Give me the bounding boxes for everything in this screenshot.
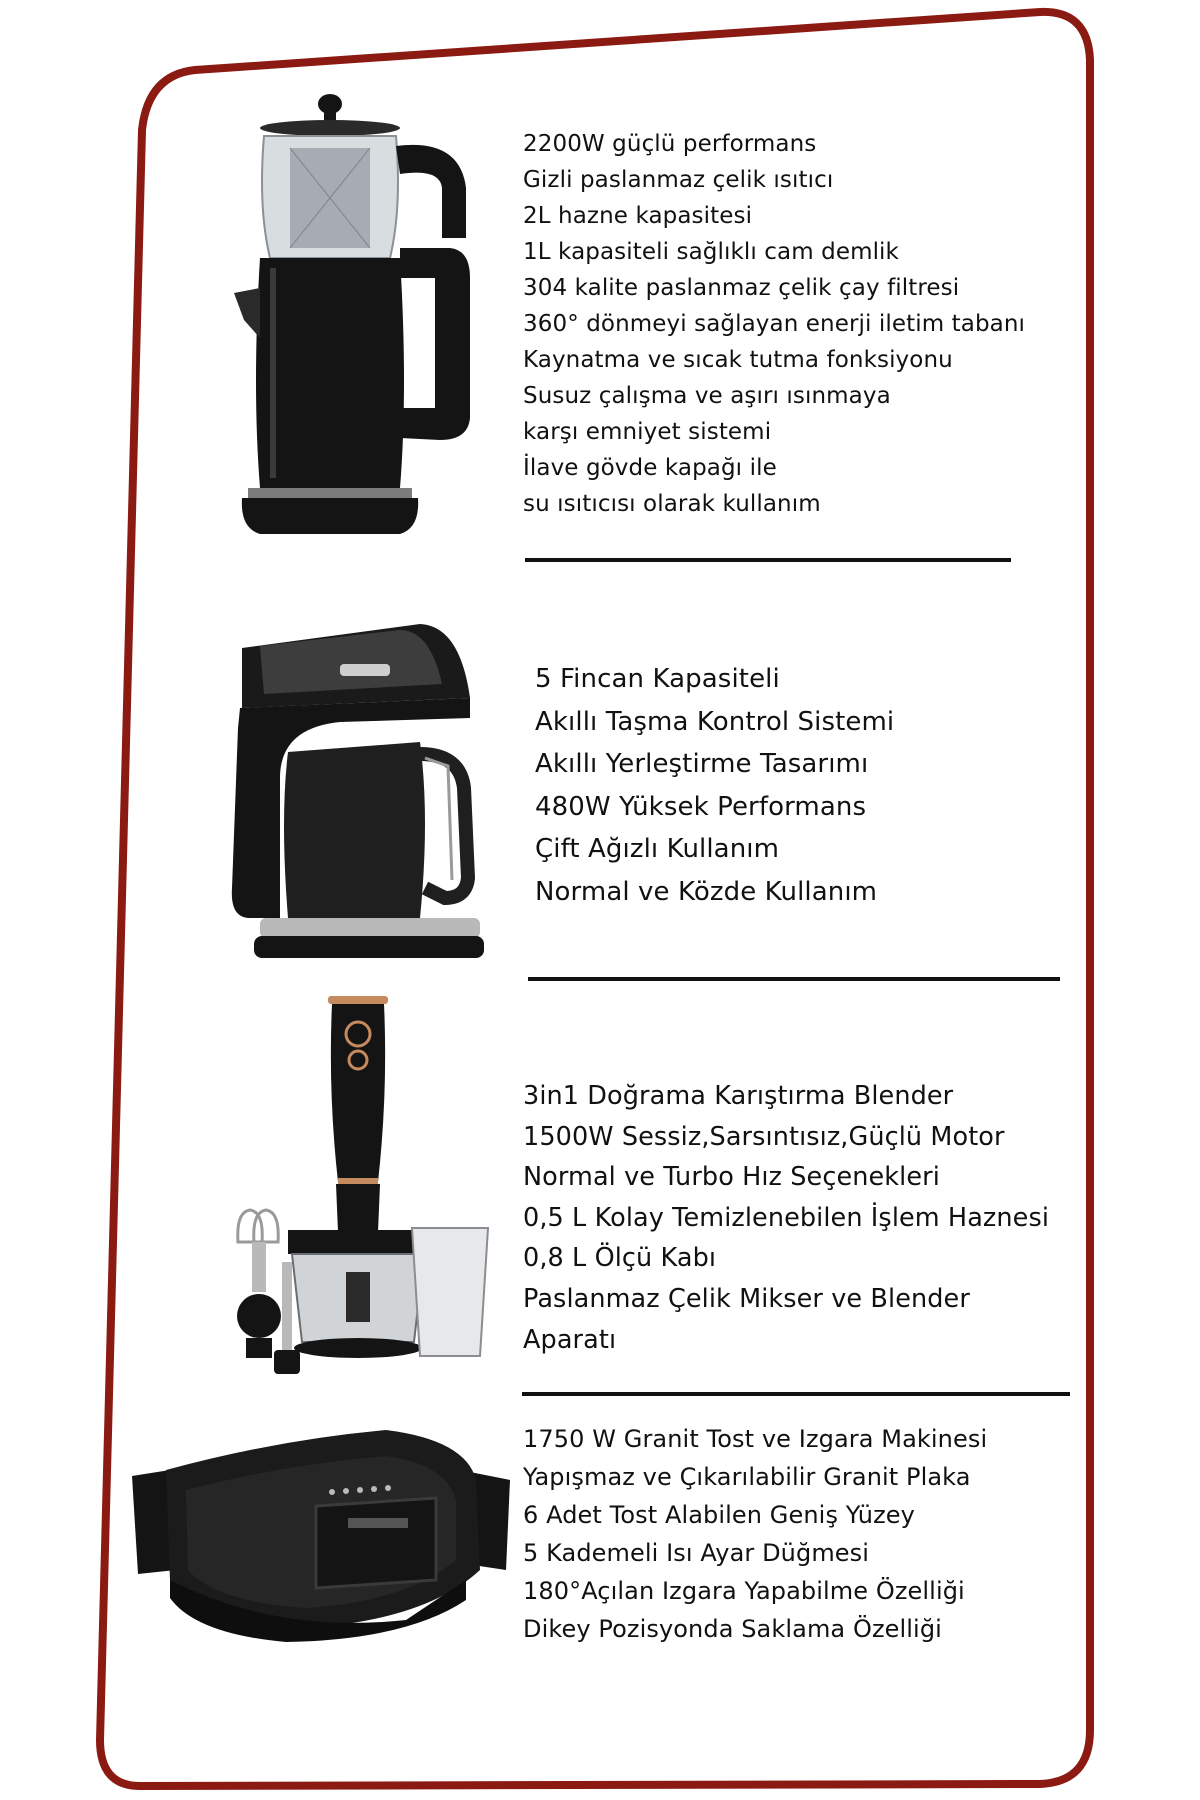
feature-line: 180°Açılan Izgara Yapabilme Özelliği: [523, 1577, 965, 1605]
feature-line: 1750 W Granit Tost ve Izgara Makinesi: [523, 1425, 988, 1453]
hand-blender-set-icon: [228, 992, 496, 1390]
feature-line: Gizli paslanmaz çelik ısıtıcı: [523, 167, 834, 193]
feature-line: Yapışmaz ve Çıkarılabilir Granit Plaka: [523, 1463, 971, 1491]
feature-line: Kaynatma ve sıcak tutma fonksiyonu: [523, 347, 953, 373]
section-divider: [525, 558, 1011, 562]
toaster-grill-icon: [126, 1420, 516, 1650]
feature-line: 5 Kademeli Isı Ayar Düğmesi: [523, 1539, 870, 1567]
feature-line: Akıllı Yerleştirme Tasarımı: [535, 749, 869, 779]
feature-line: İlave gövde kapağı ile: [523, 455, 777, 481]
tea-maker-icon: [230, 88, 490, 548]
feature-line: 3in1 Doğrama Karıştırma Blender: [523, 1081, 954, 1111]
toaster-grill-features: [523, 1420, 987, 1648]
feature-line: 2L hazne kapasitesi: [523, 203, 753, 229]
feature-line: Normal ve Turbo Hız Seçenekleri: [523, 1162, 940, 1193]
section-divider: [522, 1392, 1070, 1396]
feature-line: 1500W Sessiz,Sarsıntısız,Güçlü Motor: [523, 1121, 1005, 1152]
feature-line: 304 kalite paslanmaz çelik çay filtresi: [523, 275, 960, 301]
coffee-machine-features: [535, 658, 894, 913]
feature-line: Çift Ağızlı Kullanım: [535, 834, 780, 864]
feature-line: 0,5 L Kolay Temizlenebilen İşlem Haznesi: [523, 1202, 1050, 1233]
feature-line: Akıllı Taşma Kontrol Sistemi: [535, 706, 895, 737]
feature-line: Dikey Pozisyonda Saklama Özelliği: [523, 1615, 942, 1643]
feature-line: Paslanmaz Çelik Mikser ve Blender: [523, 1283, 970, 1314]
feature-line: 6 Adet Tost Alabilen Geniş Yüzey: [523, 1501, 915, 1529]
tea-maker-features: [523, 126, 1025, 522]
feature-line: Normal ve Közde Kullanım: [535, 876, 878, 907]
feature-line: 1L kapasiteli sağlıklı cam demlik: [523, 239, 899, 265]
feature-line: su ısıtıcısı olarak kullanım: [523, 491, 821, 517]
turkish-coffee-machine-icon: [220, 618, 490, 963]
feature-line: 5 Fincan Kapasiteli: [535, 664, 780, 694]
feature-line: karşı emniyet sistemi: [523, 419, 772, 445]
blender-features: [523, 1076, 1049, 1360]
feature-line: 0,8 L Ölçü Kabı: [523, 1243, 717, 1274]
feature-line: Susuz çalışma ve aşırı ısınmaya: [523, 383, 891, 409]
feature-line: 2200W güçlü performans: [523, 131, 817, 157]
feature-line: 360° dönmeyi sağlayan enerji iletim tabanı: [523, 311, 1026, 337]
feature-line: 480W Yüksek Performans: [535, 791, 867, 822]
section-divider: [528, 977, 1060, 981]
feature-line: Aparatı: [523, 1324, 617, 1355]
